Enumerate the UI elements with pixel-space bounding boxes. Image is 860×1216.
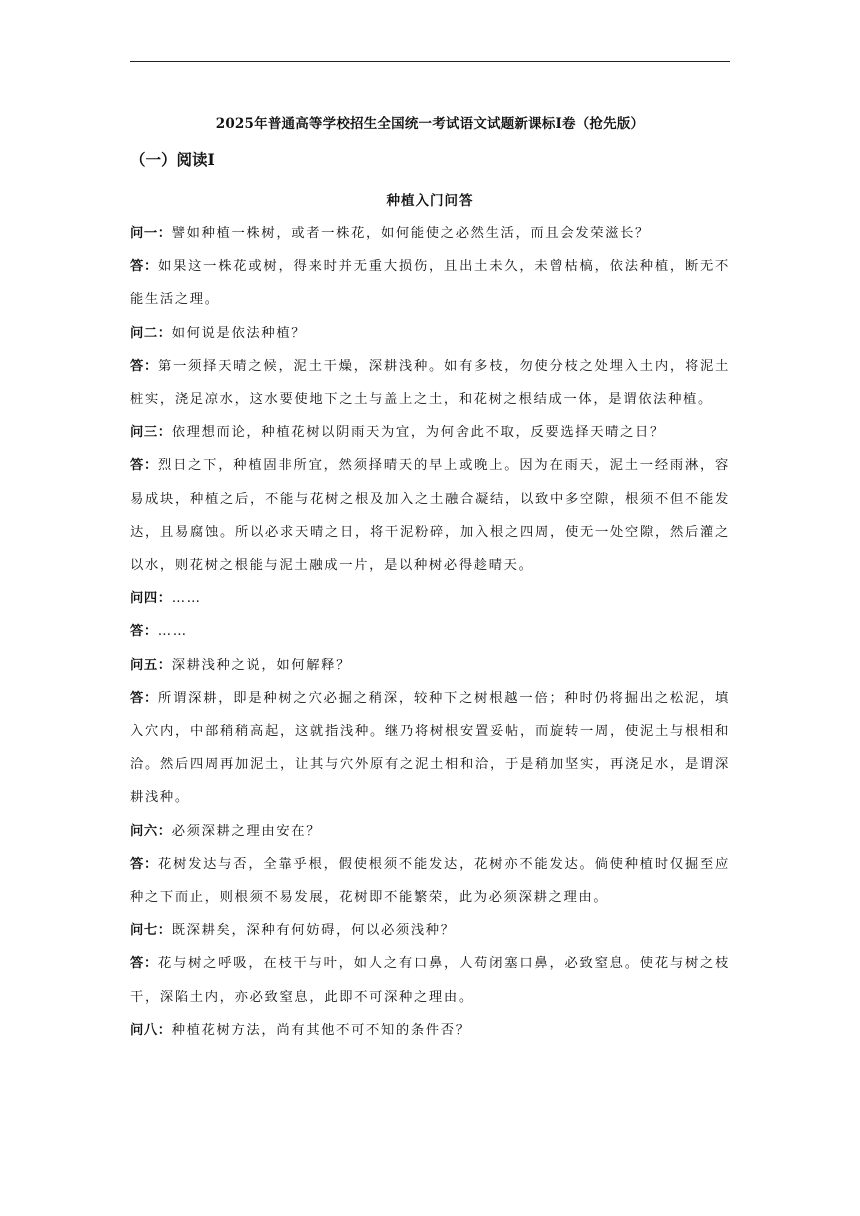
- qa-prefix: 问一：: [130, 226, 172, 241]
- qa-text: 种植花树方法，尚有其他不可不知的条件否？: [171, 1022, 471, 1038]
- qa-text: ……: [171, 591, 202, 607]
- question-8: [130, 1014, 730, 1047]
- answer-7: [130, 947, 730, 1013]
- answer-2: [130, 350, 730, 416]
- qa-text: 譬如种植一株树，或者一株花，如何能使之必然生活，而且会发荣滋长？: [171, 226, 651, 241]
- qa-list: [130, 217, 730, 1047]
- qa-prefix: 答：: [130, 358, 159, 374]
- header-rule: [130, 61, 730, 62]
- article-title: 种植入门问答: [386, 193, 474, 209]
- qa-text: 所谓深耕，即是种树之穴必掘之稍深，较种下之树根越一倍；种时仍将掘出之松泥，填入穴内，中部稍稍高起，这就指浅种。继乃将树根安置妥帖，而旋转一周，使泥土与根相和洽。然后四周再加泥土，让其与穴外原有之泥土相和洽，于是稍加坚实，再浇足水，是谓深耕浅种。: [130, 690, 730, 806]
- qa-text: ……: [157, 624, 188, 640]
- answer-5: [130, 682, 730, 815]
- qa-prefix: 答：: [130, 856, 159, 872]
- section-heading: （一）阅读Ⅰ: [130, 150, 215, 169]
- qa-prefix: 问三：: [130, 425, 172, 441]
- qa-text: 如果这一株花或树，得来时并无重大损伤，且出土未久，未曾枯槁，依法种植，断无不能生活之理。: [130, 259, 730, 308]
- answer-6: [130, 848, 730, 914]
- qa-prefix: 问二：: [130, 325, 172, 341]
- qa-text: 既深耕矣，深种有何妨碍，何以必须浅种？: [171, 923, 456, 939]
- qa-text: 第一须择天晴之候，泥土干燥，深耕浅种。如有多枝，勿使分枝之处埋入土内，将泥土桩实，浇足凉水，这水要使地下之土与盖上之土，和花树之根结成一体，是谓依法种植。: [130, 358, 730, 408]
- question-2: [130, 317, 730, 350]
- document-title: 2025年普通高等学校招生全国统一考试语文试题新课标Ⅰ卷（抢先版）: [215, 116, 645, 132]
- qa-text: 花树发达与否，全靠乎根，假使根须不能发达，花树亦不能发达。倘使种植时仅掘至应种之下而止，则根须不易发展，花树即不能繁荣，此为必须深耕之理由。: [130, 856, 730, 906]
- qa-prefix: 问七：: [130, 923, 172, 939]
- qa-prefix: 答：: [130, 956, 159, 972]
- qa-prefix: 问四：: [130, 591, 172, 607]
- question-5: [130, 649, 730, 682]
- question-1: [130, 217, 730, 250]
- qa-prefix: 问八：: [130, 1022, 172, 1038]
- answer-4: [130, 615, 730, 648]
- qa-prefix: 答：: [130, 259, 159, 275]
- qa-prefix: 答：: [130, 624, 158, 640]
- answer-1: [130, 250, 730, 316]
- qa-text: 如何说是依法种植？: [171, 325, 307, 341]
- question-4: [130, 582, 730, 615]
- qa-text: 必须深耕之理由安在？: [171, 823, 322, 839]
- qa-prefix: 答：: [130, 458, 159, 474]
- qa-prefix: 答：: [130, 690, 159, 706]
- qa-text: 依理想而论，种植花树以阴雨天为宜，为何舍此不取，反要选择天晴之日？: [171, 425, 665, 441]
- qa-prefix: 问六：: [130, 823, 172, 839]
- answer-3: [130, 449, 730, 582]
- qa-text: 花与树之呼吸，在枝干与叶，如人之有口鼻，人苟闭塞口鼻，必致窒息。使花与树之枝干，深陷土内，亦必致窒息，此即不可深种之理由。: [130, 956, 730, 1005]
- question-3: [130, 416, 730, 449]
- qa-prefix: 问五：: [130, 657, 172, 673]
- question-6: [130, 815, 730, 848]
- question-7: [130, 914, 730, 947]
- qa-text: 烈日之下，种植固非所宜，然须择晴天的早上或晚上。因为在雨天，泥土一经雨淋，容易成块，种植之后，不能与花树之根及加入之土融合凝结，以致中多空隙，根须不但不能发达，且易腐蚀。所以必求天晴之日，将干泥粉碎，加入根之四周，使无一处空隙，然后灌之以水，则花树之根能与泥土融成一片，是以种树必得趁晴天。: [130, 458, 730, 574]
- qa-text: 深耕浅种之说，如何解释？: [171, 657, 352, 673]
